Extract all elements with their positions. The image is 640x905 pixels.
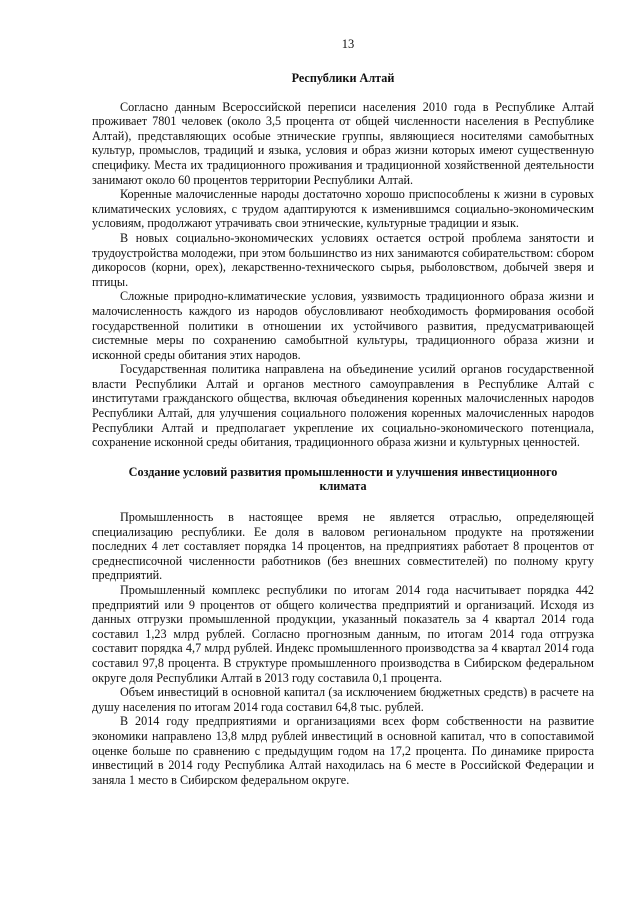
paragraph: Сложные природно-климатические условия, уязвимость традиционного образа жизни и малочисленность каждого из народов обусловливают необходимость формирования особой государственной политики в отношении их устойчивого развития, предусматривающей системные меры по сохранению самобытной культуры, традиционного образа жизни и исконной среды обитания этих народов. xyxy=(92,289,594,362)
paragraph: Коренные малочисленные народы достаточно хорошо приспособлены к жизни в суровых климатических условиях, с трудом адаптируются к изменившимся социально-экономическим условиям, продолжают утрачивать свои этнические, культурные традиции и язык. xyxy=(92,187,594,231)
section-industry-investment xyxy=(92,510,594,787)
paragraph: В новых социально-экономических условиях остается острой проблема занятости и трудоустройства молодежи, при этом большинство из них занимаются собирательством: сбором дикоросов (корни, орех), лекарственно-технического сырья, рыболовством, добычей зверя и птицы. xyxy=(92,230,594,289)
paragraph: Объем инвестиций в основной капитал (за исключением бюджетных средств) в расчете на душу населения по итогам 2014 года составил 64,8 тыс. рублей. xyxy=(92,685,594,714)
paragraph: Согласно данным Всероссийской переписи населения 2010 года в Республике Алтай проживает 7801 человек (около 3,5 процента от общей численности населения в Республике Алтай), представляющих особые этнические группы, являющиеся носителями самобытных культур, промыслов, традиций и языка, условия и образ жизни которых имеют существенную специфику. Места их традиционного проживания и традиционной хозяйственной деятельности занимают около 60 процентов территории Республики Алтай. xyxy=(92,99,594,187)
paragraph: Промышленность в настоящее время не является отраслью, определяющей специализацию республики. Ее доля в валовом региональном продукте на протяжении последних 4 лет составляет порядка 14 процентов, на предприятиях работает 8 процентов от среднесписочной численности работников (без внешних совместителей) по полному кругу предприятий. xyxy=(92,510,594,583)
paragraph: В 2014 году предприятиями и организациями всех форм собственности на развитие экономики направлено 13,8 млрд рублей инвестиций в основной капитал, что в сопоставимой оценке больше по сравнению с предыдущим годом на 17,2 процента. По динамике прироста инвестиций в 2014 году Республика Алтай находилась на 6 месте в Российской Федерации и заняла 1 место в Сибирском федеральном округе. xyxy=(92,714,594,787)
paragraph: Промышленный комплекс республики по итогам 2014 года насчитывает порядка 442 предприятий или 9 процентов от общего количества предприятий и организаций. Исходя из данных отгрузки промышленной продукции, указанный показатель за 4 квартал 2014 года составил 1,23 млрд рублей. Согласно прогнозным данным, по итогам 2014 года отгрузка составит порядка 4,7 млрд рублей. Индекс промышленного производства за 4 квартал 2014 года составил 97,8 процента. В структуре промышленного производства в Сибирском федеральном округе доля Республики Алтай в 2013 году составила 0,1 процента. xyxy=(92,583,594,685)
heading-republic-altai: Республики Алтай xyxy=(291,71,395,85)
page-number: 13 xyxy=(341,37,355,51)
paragraph: Государственная политика направлена на объединение усилий органов государственной власти Республики Алтай и органов местного самоуправления в Республике Алтай с институтами гражданского общества, включая объединения коренных малочисленных народов Республики Алтай, для улучшения социального положения коренных малочисленных народов Республики Алтай и предполагает укрепление их социально-экономического потенциала, сохранение исконной среды обитания, традиционного образа жизни и культурных ценностей. xyxy=(92,362,594,450)
section-indigenous-peoples xyxy=(92,100,594,450)
section-heading-industry: Создание условий развития промышленности и улучшения инвестиционного климата xyxy=(128,464,558,494)
